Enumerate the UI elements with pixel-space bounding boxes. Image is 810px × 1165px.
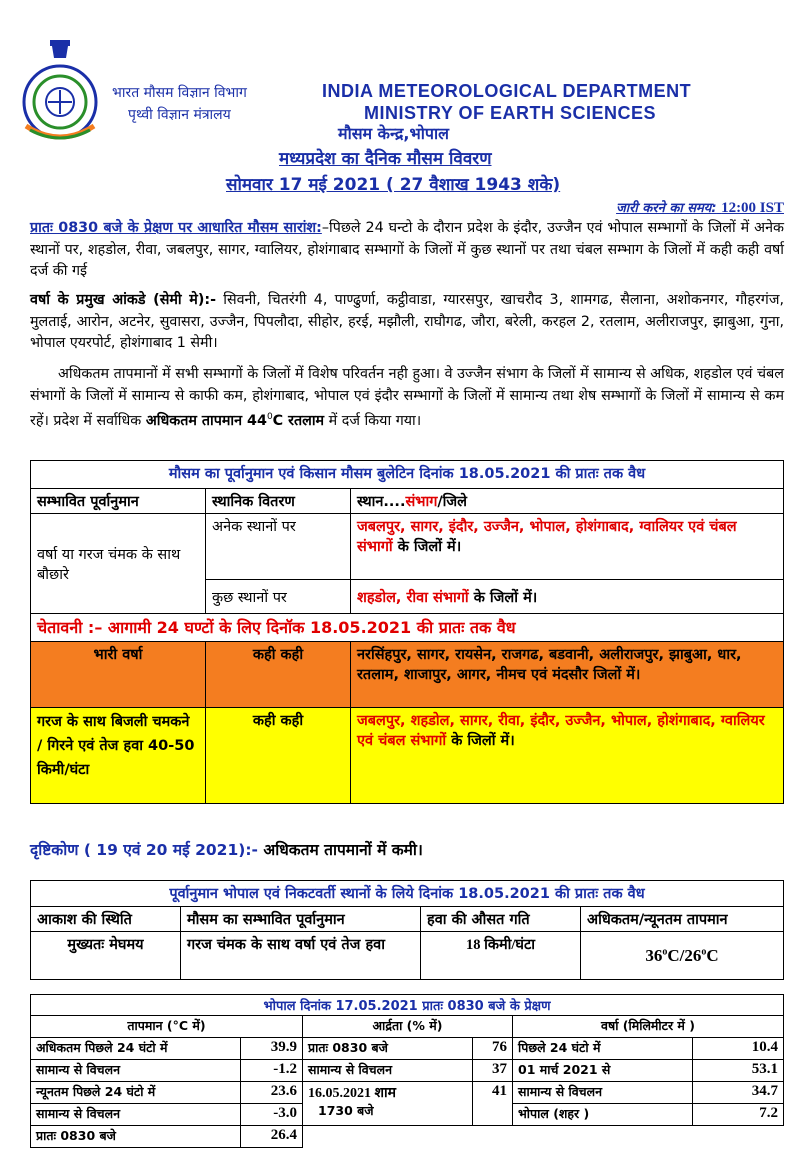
warning-caption: चेतावनी :– आगामी 24 घण्टों के लिए दिनॉक 18.05.2021 की प्रातः तक वैध: [31, 614, 784, 642]
warning-event-1: भारी वर्षा: [31, 642, 206, 708]
obs-label: सामान्य से विचलन: [31, 1104, 241, 1126]
issue-time: जारी करने का समय: 12:00 IST: [616, 200, 784, 216]
warning-dist-2: कही कही: [206, 708, 351, 804]
obs-col-humidity: आर्द्रता (% में): [303, 1016, 513, 1038]
forecast-dist-2: कुछ स्थानों पर: [206, 580, 351, 614]
wind-value: 18 किमी/घंटा: [421, 932, 581, 980]
warning-places-1: नरसिंहपुर, सागर, रायसेन, राजगढ, बडवानी, अलीराजपुर, झाबुआ, धार, रतलाम, शाजापुर, आगर, नीमच एवं मंदसौर जिलों में।: [351, 642, 784, 708]
obs-label: 16.05.2021 शाम 1730 बजे: [303, 1082, 473, 1126]
col-sky: आकाश की स्थिति: [31, 907, 181, 932]
obs-value: 39.9: [241, 1038, 303, 1060]
obs-value: 41: [473, 1082, 513, 1126]
report-title: मध्यप्रदेश का दैनिक मौसम विवरण: [279, 149, 492, 169]
obs-label: अधिकतम पिछले 24 घंटो में: [31, 1038, 241, 1060]
report-date: सोमवार 17 मई 2021 ( 27 वैशाख 1943 शके): [226, 175, 561, 195]
obs-value: -1.2: [241, 1060, 303, 1082]
obs-value: 34.7: [693, 1082, 784, 1104]
col-weather: मौसम का सम्भावित पूर्वानुमान: [181, 907, 421, 932]
hindi-department-name: भारत मौसम विज्ञान विभाग पृथ्वी विज्ञान मंत्रालय: [112, 85, 247, 123]
forecast-table: [30, 460, 784, 804]
obs-col-temp: तापमान (°C में): [31, 1016, 303, 1038]
rainfall-heading: वर्षा के प्रमुख आंकडे (सेमी मे):-: [30, 292, 217, 308]
sky-value: मुख्यतः मेघमय: [31, 932, 181, 980]
obs-value: -3.0: [241, 1104, 303, 1126]
obs-col-rain: वर्षा (मिलिमीटर में ): [513, 1016, 784, 1038]
english-title: INDIA METEOROLOGICAL DEPARTMENT MINISTRY OF EARTH SCIENCES: [322, 81, 692, 123]
obs-value: 37: [473, 1060, 513, 1082]
obs-value: 76: [473, 1038, 513, 1060]
observation-caption: भोपाल दिनांक 17.05.2021 प्रातः 0830 बजे के प्रेक्षण: [31, 995, 784, 1016]
imd-emblem-logo: [14, 38, 106, 148]
warning-event-2: गरज के साथ बिजली चमकने / गिरने एवं तेज हवा 40-50 किमी/घंटा: [31, 708, 206, 804]
bhopal-forecast-table: [30, 880, 784, 980]
obs-label: 01 मार्च 2021 से: [513, 1060, 693, 1082]
obs-blank: [303, 1126, 784, 1148]
forecast-places-1: जबलपुर, सागर, इंदौर, उज्जैन, भोपाल, होशंगाबाद, ग्वालियर एवं चंबल संभागों के जिलों में।: [351, 514, 784, 580]
rainfall-text: सिवनी, चितरंगी 4, पाण्ढुर्णा, कट्ठीवाडा, ग्यारसपुर, खाचरौद 3, शामगढ, सैलाना, अशोकनगर, गौहरगंज, मुलताई, आरोन, अटनेर, सुवासरा, उज्जैन, पिपलौदा, सीहोर, हरई, मझौली, राघौगढ, जौरा, बरेली, करहल 2, रतलाम, अलीराजपुर, झाबुआ, गुना, भोपाल एयरपोर्ट, होशंगाबाद 1 सेमी।: [30, 292, 784, 351]
warning-places-2: जबलपुर, शहडोल, सागर, रीवा, इंदौर, उज्जैन, भोपाल, होशंगाबाद, ग्वालियर एवं चंबल संभागों के जिलों में।: [351, 708, 784, 804]
obs-value: 7.2: [693, 1104, 784, 1126]
summary-text: –पिछले 24 घन्टो के दौरान प्रदेश के इंदौर, उज्जैन एवं भोपाल सम्भागों के जिलों में अनेक स्थानों पर, शहडोल, रीवा, जबलपुर, सागर, ग्वालियर, होशंगाबाद सम्भागों के जिलों में कुछ स्थानों पर तथा चंबल सम्भाग के जिलों में कही कही वर्षा दर्ज की गई: [30, 220, 784, 279]
forecast-dist-1: अनेक स्थानों पर: [206, 514, 351, 580]
forecast-event: वर्षा या गरज चंमक के साथ बौछारे: [31, 514, 206, 614]
temp-value: 36$^o$C/26$^o$C: [581, 932, 784, 980]
summary-heading: प्रातः 0830 बजे के प्रेक्षण पर आधारित मौसम सारांश:: [30, 220, 322, 236]
rainfall-summary: [30, 290, 784, 355]
observation-table: [30, 994, 784, 1148]
forecast-col-event: सम्भावित पूर्वानुमान: [31, 489, 206, 514]
obs-value: 53.1: [693, 1060, 784, 1082]
obs-value: 23.6: [241, 1082, 303, 1104]
obs-label: सामान्य से विचलन: [31, 1060, 241, 1082]
weather-value: गरज चंमक के साथ वर्षा एवं तेज हवा: [181, 932, 421, 980]
obs-label: सामान्य से विचलन: [303, 1060, 473, 1082]
obs-label: प्रातः 0830 बजे: [303, 1038, 473, 1060]
forecast-caption: मौसम का पूर्वानुमान एवं किसान मौसम बुलेटिन दिनांक 18.05.2021 की प्रातः तक वैध: [31, 461, 784, 489]
bhopal-forecast-caption: पूर्वानुमान भोपाल एवं निकटवर्ती स्थानों के लिये दिनांक 18.05.2021 की प्रातः तक वैध: [31, 881, 784, 907]
obs-label: सामान्य से विचलन: [513, 1082, 693, 1104]
obs-value: 26.4: [241, 1126, 303, 1148]
col-temp: अधिकतम/न्यूनतम तापमान: [581, 907, 784, 932]
forecast-col-places: स्थान....संभाग/जिले: [351, 489, 784, 514]
obs-label: पिछले 24 घंटो में: [513, 1038, 693, 1060]
weather-summary: [30, 218, 784, 283]
col-wind: हवा की औसत गति: [421, 907, 581, 932]
temperature-summary: अधिकतम तापमानों में सभी सम्भागों के जिलों में विशेष परिवर्तन नही हुआ। वे उज्जैन संभाग के जिलों में सामान्य से अधिक, शहडोल एवं चंबल संभागों के जिलों में सामान्य से काफी कम, होशंगाबाद, भोपाल एवं इंदौर सम्भागों के जिलों में सामान्य तथा शेष सम्भागों के जिलों में सामान्य से कम रहें। प्रदेश में सर्वाधिक अधिकतम तापमान $44^0C$ रतलाम में दर्ज किया गया।: [30, 366, 784, 429]
forecast-places-2: शहडोल, रीवा संभागों के जिलों में।: [351, 580, 784, 614]
kendra-title: मौसम केन्द्र,भोपाल: [338, 124, 449, 143]
warning-dist-1: कही कही: [206, 642, 351, 708]
obs-label: भोपाल (शहर ): [513, 1104, 693, 1126]
obs-value: 10.4: [693, 1038, 784, 1060]
outlook: दृष्टिकोण ( 19 एवं 20 मई 2021):- अधिकतम तापमानों में कमी।: [30, 841, 423, 859]
forecast-col-dist: स्थानिक वितरण: [206, 489, 351, 514]
obs-label: न्यूनतम पिछले 24 घंटो में: [31, 1082, 241, 1104]
obs-label: प्रातः 0830 बजे: [31, 1126, 241, 1148]
